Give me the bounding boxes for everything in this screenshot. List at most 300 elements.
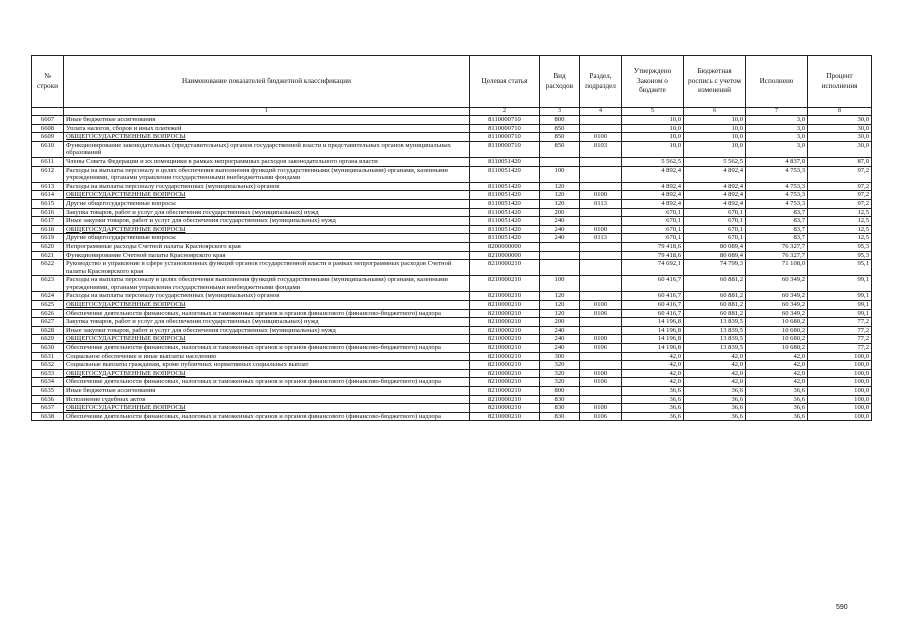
percent-cell: 100,0: [808, 387, 872, 396]
row-number-cell: 6627: [32, 318, 64, 327]
executed-amount-cell: 36,6: [746, 412, 808, 421]
expense-type-cell: [540, 157, 580, 166]
indicator-name-cell: ОБЩЕГОСУДАРСТВЕННЫЕ ВОПРОСЫ: [64, 225, 470, 234]
row-number-cell: 6620: [32, 242, 64, 251]
table-row: [32, 242, 872, 251]
target-article-cell: 8210000210: [470, 395, 540, 404]
indicator-name-cell: Закупка товаров, работ и услуг для обеспечения государственных (муниципальных) нужд: [64, 318, 470, 327]
section-cell: 0113: [580, 234, 622, 243]
expense-type-cell: 120: [540, 191, 580, 200]
header-budget: Бюджетная роспись с учетом изменений: [684, 56, 746, 108]
header-target: Целевая статья: [470, 56, 540, 108]
indicator-name-cell: Иные бюджетные ассигнования: [64, 387, 470, 396]
row-number-cell: 6617: [32, 217, 64, 226]
row-number-cell: 6621: [32, 251, 64, 260]
indicator-name-cell: Расходы на выплаты персоналу государственных (муниципальных) органов: [64, 182, 470, 191]
table-row: [32, 318, 872, 327]
budget-amount-cell: 10,0: [684, 116, 746, 125]
table-row: [32, 251, 872, 260]
executed-amount-cell: 3,0: [746, 116, 808, 125]
table-row: [32, 276, 872, 292]
indicator-name-cell: Обеспечение деятельности финансовых, налоговых и таможенных органов и органов финансового (финансово-бюджетного) надзора: [64, 309, 470, 318]
approved-amount-cell: 670,1: [622, 234, 684, 243]
indicator-name-cell: ОБЩЕГОСУДАРСТВЕННЫЕ ВОПРОСЫ: [64, 301, 470, 310]
approved-amount-cell: 79 418,6: [622, 242, 684, 251]
table-row: [32, 191, 872, 200]
executed-amount-cell: 4 837,0: [746, 157, 808, 166]
executed-amount-cell: 36,6: [746, 395, 808, 404]
approved-amount-cell: 60 416,7: [622, 276, 684, 292]
budget-amount-cell: 10,0: [684, 141, 746, 157]
percent-cell: 12,5: [808, 234, 872, 243]
table-row: [32, 217, 872, 226]
table-row: [32, 199, 872, 208]
expense-type-cell: 120: [540, 309, 580, 318]
percent-cell: 30,0: [808, 116, 872, 125]
table-row: [32, 116, 872, 125]
row-number-cell: 6625: [32, 301, 64, 310]
approved-amount-cell: 670,1: [622, 208, 684, 217]
indicator-name-cell: Расходы на выплаты персоналу в целях обеспечения выполнения функций государственными (муниципальными) органами, казенными учреждениями, органами управления государственными внебюджетными фондами: [64, 166, 470, 182]
approved-amount-cell: 60 416,7: [622, 292, 684, 301]
section-cell: 0100: [580, 225, 622, 234]
indicator-name-cell: Функционирование законодательных (представительных) органов государственной власти и представительных органов муниципальных образований: [64, 141, 470, 157]
executed-amount-cell: 83,7: [746, 217, 808, 226]
budget-amount-cell: 80 089,4: [684, 242, 746, 251]
indicator-name-cell: ОБЩЕГОСУДАРСТВЕННЫЕ ВОПРОСЫ: [64, 404, 470, 413]
budget-amount-cell: 42,0: [684, 352, 746, 361]
table-row: [32, 335, 872, 344]
target-article-cell: 8110051420: [470, 208, 540, 217]
executed-amount-cell: 42,0: [746, 361, 808, 370]
percent-cell: 30,0: [808, 133, 872, 142]
indicator-name-cell: Иные бюджетные ассигнования: [64, 116, 470, 125]
section-cell: 0113: [580, 199, 622, 208]
budget-amount-cell: 13 839,5: [684, 318, 746, 327]
percent-cell: 99,1: [808, 309, 872, 318]
executed-amount-cell: 4 753,3: [746, 199, 808, 208]
expense-type-cell: [540, 251, 580, 260]
expense-type-cell: [540, 242, 580, 251]
executed-amount-cell: 83,7: [746, 225, 808, 234]
header-row-no: № строки: [32, 56, 64, 108]
target-article-cell: 8210000210: [470, 344, 540, 353]
indicator-name-cell: Обеспечение деятельности финансовых, налоговых и таможенных органов и органов финансового (финансово-бюджетного) надзора: [64, 344, 470, 353]
budget-amount-cell: 13 839,5: [684, 344, 746, 353]
budget-amount-cell: 10,0: [684, 124, 746, 133]
budget-amount-cell: 4 892,4: [684, 199, 746, 208]
target-article-cell: 8110000710: [470, 133, 540, 142]
percent-cell: 100,0: [808, 369, 872, 378]
percent-cell: 100,0: [808, 352, 872, 361]
expense-type-cell: 120: [540, 199, 580, 208]
percent-cell: 87,0: [808, 157, 872, 166]
executed-amount-cell: 42,0: [746, 369, 808, 378]
budget-amount-cell: 80 089,4: [684, 251, 746, 260]
expense-type-cell: 320: [540, 361, 580, 370]
target-article-cell: 8110000710: [470, 116, 540, 125]
row-number-cell: 6635: [32, 387, 64, 396]
executed-amount-cell: 71 108,0: [746, 260, 808, 276]
approved-amount-cell: 42,0: [622, 369, 684, 378]
indicator-name-cell: ОБЩЕГОСУДАРСТВЕННЫЕ ВОПРОСЫ: [64, 191, 470, 200]
budget-amount-cell: 5 562,5: [684, 157, 746, 166]
target-article-cell: 8110051420: [470, 166, 540, 182]
executed-amount-cell: 36,6: [746, 387, 808, 396]
target-article-cell: 8210000210: [470, 335, 540, 344]
indicator-name-cell: Социальное обеспечение и иные выплаты населению: [64, 352, 470, 361]
percent-cell: 97,2: [808, 166, 872, 182]
expense-type-cell: 830: [540, 412, 580, 421]
percent-cell: 99,1: [808, 301, 872, 310]
row-number-cell: 6610: [32, 141, 64, 157]
section-cell: [580, 182, 622, 191]
row-number-cell: 6631: [32, 352, 64, 361]
expense-type-cell: 850: [540, 133, 580, 142]
row-number-cell: 6630: [32, 344, 64, 353]
approved-amount-cell: 10,0: [622, 141, 684, 157]
budget-amount-cell: 4 892,4: [684, 182, 746, 191]
expense-type-cell: 800: [540, 387, 580, 396]
section-cell: [580, 157, 622, 166]
indicator-name-cell: ОБЩЕГОСУДАРСТВЕННЫЕ ВОПРОСЫ: [64, 133, 470, 142]
section-cell: [580, 276, 622, 292]
table-row: [32, 133, 872, 142]
executed-amount-cell: 60 349,2: [746, 292, 808, 301]
executed-amount-cell: 4 753,3: [746, 166, 808, 182]
row-number-cell: 6614: [32, 191, 64, 200]
percent-cell: 99,1: [808, 292, 872, 301]
section-cell: 0103: [580, 141, 622, 157]
budget-amount-cell: 670,1: [684, 234, 746, 243]
table-row: [32, 182, 872, 191]
table-row: [32, 225, 872, 234]
row-number-cell: 6618: [32, 225, 64, 234]
section-cell: [580, 217, 622, 226]
target-article-cell: 8210000210: [470, 318, 540, 327]
section-cell: [580, 208, 622, 217]
expense-type-cell: 240: [540, 234, 580, 243]
indicator-name-cell: Закупка товаров, работ и услуг для обеспечения государственных (муниципальных) нужд: [64, 208, 470, 217]
executed-amount-cell: 3,0: [746, 141, 808, 157]
column-number-blank: [32, 108, 64, 116]
section-cell: [580, 326, 622, 335]
target-article-cell: 8210000210: [470, 387, 540, 396]
budget-amount-cell: 42,0: [684, 369, 746, 378]
percent-cell: 95,1: [808, 260, 872, 276]
expense-type-cell: 850: [540, 141, 580, 157]
row-number-cell: 6616: [32, 208, 64, 217]
column-number-row: [32, 108, 872, 116]
target-article-cell: 8210000210: [470, 352, 540, 361]
approved-amount-cell: 10,0: [622, 124, 684, 133]
percent-cell: 97,2: [808, 199, 872, 208]
executed-amount-cell: 4 753,3: [746, 191, 808, 200]
header-executed: Исполнено: [746, 56, 808, 108]
section-cell: [580, 395, 622, 404]
table-row: [32, 395, 872, 404]
approved-amount-cell: 670,1: [622, 225, 684, 234]
approved-amount-cell: 14 196,8: [622, 318, 684, 327]
expense-type-cell: [540, 260, 580, 276]
row-number-cell: 6633: [32, 369, 64, 378]
section-cell: [580, 242, 622, 251]
indicator-name-cell: Другие общегосударственные вопросы: [64, 199, 470, 208]
target-article-cell: 8210000210: [470, 404, 540, 413]
expense-type-cell: 800: [540, 116, 580, 125]
percent-cell: 77,2: [808, 326, 872, 335]
percent-cell: 77,2: [808, 344, 872, 353]
table-row: [32, 309, 872, 318]
indicator-name-cell: Расходы на выплаты персоналу государственных (муниципальных) органов: [64, 292, 470, 301]
approved-amount-cell: 42,0: [622, 352, 684, 361]
row-number-cell: 6622: [32, 260, 64, 276]
target-article-cell: 8210000210: [470, 412, 540, 421]
indicator-name-cell: Иные закупки товаров, работ и услуг для обеспечения государственных (муниципальных) нужд: [64, 326, 470, 335]
approved-amount-cell: 4 892,4: [622, 182, 684, 191]
approved-amount-cell: 42,0: [622, 361, 684, 370]
percent-cell: 95,3: [808, 242, 872, 251]
executed-amount-cell: 36,6: [746, 404, 808, 413]
approved-amount-cell: 79 418,6: [622, 251, 684, 260]
row-number-cell: 6624: [32, 292, 64, 301]
budget-amount-cell: 60 881,2: [684, 292, 746, 301]
executed-amount-cell: 10 680,2: [746, 326, 808, 335]
budget-amount-cell: 60 881,2: [684, 301, 746, 310]
target-article-cell: 8210000210: [470, 326, 540, 335]
section-cell: 0100: [580, 301, 622, 310]
target-article-cell: 8110000710: [470, 141, 540, 157]
expense-type-cell: 240: [540, 344, 580, 353]
percent-cell: 100,0: [808, 361, 872, 370]
percent-cell: 100,0: [808, 404, 872, 413]
table-row: [32, 378, 872, 387]
row-number-cell: 6608: [32, 124, 64, 133]
approved-amount-cell: 10,0: [622, 133, 684, 142]
row-number-cell: 6615: [32, 199, 64, 208]
approved-amount-cell: 36,6: [622, 404, 684, 413]
header-name: Наименование показателей бюджетной классификации: [64, 56, 470, 108]
row-number-cell: 6612: [32, 166, 64, 182]
indicator-name-cell: Функционирование Счетной палаты Красноярского края: [64, 251, 470, 260]
budget-amount-cell: 670,1: [684, 217, 746, 226]
table-row: [32, 404, 872, 413]
executed-amount-cell: 3,0: [746, 133, 808, 142]
budget-amount-cell: 60 881,2: [684, 309, 746, 318]
expense-type-cell: 240: [540, 335, 580, 344]
expense-type-cell: 240: [540, 326, 580, 335]
expense-type-cell: 240: [540, 225, 580, 234]
indicator-name-cell: Расходы на выплаты персоналу в целях обеспечения выполнения функций государственными (муниципальными) органами, казенными учреждениями, органами управления государственными внебюджетными фондами: [64, 276, 470, 292]
approved-amount-cell: 10,0: [622, 116, 684, 125]
section-cell: 0106: [580, 344, 622, 353]
executed-amount-cell: 42,0: [746, 352, 808, 361]
expense-type-cell: 300: [540, 352, 580, 361]
column-number: 8: [808, 108, 872, 116]
budget-amount-cell: 36,6: [684, 404, 746, 413]
target-article-cell: 8210000210: [470, 369, 540, 378]
target-article-cell: 8200000000: [470, 242, 540, 251]
percent-cell: 77,2: [808, 318, 872, 327]
executed-amount-cell: 83,7: [746, 234, 808, 243]
expense-type-cell: 100: [540, 276, 580, 292]
section-cell: 0106: [580, 412, 622, 421]
row-number-cell: 6607: [32, 116, 64, 125]
budget-amount-cell: 13 839,5: [684, 335, 746, 344]
indicator-name-cell: Исполнение судебных актов: [64, 395, 470, 404]
section-cell: [580, 251, 622, 260]
section-cell: [580, 352, 622, 361]
executed-amount-cell: 3,0: [746, 124, 808, 133]
percent-cell: 97,2: [808, 191, 872, 200]
indicator-name-cell: Уплата налогов, сборов и иных платежей: [64, 124, 470, 133]
section-cell: 0100: [580, 133, 622, 142]
executed-amount-cell: 60 349,2: [746, 276, 808, 292]
header-row: [32, 56, 872, 108]
table-row: [32, 157, 872, 166]
approved-amount-cell: 36,6: [622, 412, 684, 421]
table-row: [32, 124, 872, 133]
approved-amount-cell: 74 692,1: [622, 260, 684, 276]
percent-cell: 12,5: [808, 225, 872, 234]
row-number-cell: 6628: [32, 326, 64, 335]
percent-cell: 100,0: [808, 412, 872, 421]
budget-amount-cell: 13 839,5: [684, 326, 746, 335]
expense-type-cell: 850: [540, 124, 580, 133]
row-number-cell: 6609: [32, 133, 64, 142]
table-row: [32, 387, 872, 396]
section-cell: 0106: [580, 309, 622, 318]
table-row: [32, 326, 872, 335]
budget-table-sheet: [31, 55, 871, 421]
approved-amount-cell: 14 196,8: [622, 344, 684, 353]
header-section: Раздел, подраздел: [580, 56, 622, 108]
page-number: 590: [836, 604, 848, 611]
indicator-name-cell: ОБЩЕГОСУДАРСТВЕННЫЕ ВОПРОСЫ: [64, 335, 470, 344]
indicator-name-cell: Непрограммные расходы Счетной палаты Красноярского края: [64, 242, 470, 251]
section-cell: [580, 292, 622, 301]
expense-type-cell: 240: [540, 217, 580, 226]
percent-cell: 12,5: [808, 208, 872, 217]
approved-amount-cell: 670,1: [622, 217, 684, 226]
section-cell: [580, 361, 622, 370]
row-number-cell: 6632: [32, 361, 64, 370]
indicator-name-cell: Члены Совета Федерации и их помощники в рамках непрограммных расходов законодательного органа власти: [64, 157, 470, 166]
table-row: [32, 234, 872, 243]
table-row: [32, 369, 872, 378]
approved-amount-cell: 4 892,4: [622, 191, 684, 200]
indicator-name-cell: Иные закупки товаров, работ и услуг для обеспечения государственных (муниципальных) нужд: [64, 217, 470, 226]
table-row: [32, 344, 872, 353]
budget-amount-cell: 36,6: [684, 387, 746, 396]
executed-amount-cell: 83,7: [746, 208, 808, 217]
executed-amount-cell: 4 753,3: [746, 182, 808, 191]
column-number: 2: [470, 108, 540, 116]
approved-amount-cell: 4 892,4: [622, 199, 684, 208]
expense-type-cell: 120: [540, 301, 580, 310]
column-number: 6: [684, 108, 746, 116]
target-article-cell: 8110051420: [470, 234, 540, 243]
target-article-cell: 8210000210: [470, 276, 540, 292]
column-number: 1: [64, 108, 470, 116]
budget-amount-cell: 4 892,4: [684, 166, 746, 182]
target-article-cell: 8110051420: [470, 157, 540, 166]
budget-amount-cell: 42,0: [684, 378, 746, 387]
row-number-cell: 6636: [32, 395, 64, 404]
target-article-cell: 8110000710: [470, 124, 540, 133]
executed-amount-cell: 60 349,2: [746, 301, 808, 310]
row-number-cell: 6634: [32, 378, 64, 387]
percent-cell: 99,1: [808, 276, 872, 292]
budget-amount-cell: 670,1: [684, 225, 746, 234]
row-number-cell: 6619: [32, 234, 64, 243]
row-number-cell: 6626: [32, 309, 64, 318]
header-approved: Утверждено Законом о бюджете: [622, 56, 684, 108]
header-type: Вид расходов: [540, 56, 580, 108]
target-article-cell: 8210000000: [470, 251, 540, 260]
target-article-cell: 8110051420: [470, 199, 540, 208]
section-cell: 0100: [580, 191, 622, 200]
table-row: [32, 352, 872, 361]
executed-amount-cell: 76 327,7: [746, 251, 808, 260]
approved-amount-cell: 14 196,8: [622, 326, 684, 335]
percent-cell: 97,2: [808, 182, 872, 191]
approved-amount-cell: 36,6: [622, 395, 684, 404]
section-cell: 0100: [580, 369, 622, 378]
section-cell: 0100: [580, 335, 622, 344]
column-number: 3: [540, 108, 580, 116]
section-cell: [580, 260, 622, 276]
executed-amount-cell: 60 349,2: [746, 309, 808, 318]
executed-amount-cell: 76 327,7: [746, 242, 808, 251]
table-row: [32, 166, 872, 182]
row-number-cell: 6613: [32, 182, 64, 191]
table-row: [32, 301, 872, 310]
budget-execution-table: [31, 55, 872, 421]
budget-amount-cell: 42,0: [684, 361, 746, 370]
percent-cell: 12,5: [808, 217, 872, 226]
column-number: 4: [580, 108, 622, 116]
executed-amount-cell: 10 680,2: [746, 335, 808, 344]
percent-cell: 30,0: [808, 124, 872, 133]
section-cell: [580, 387, 622, 396]
table-row: [32, 361, 872, 370]
section-cell: [580, 124, 622, 133]
column-number: 5: [622, 108, 684, 116]
approved-amount-cell: 36,6: [622, 387, 684, 396]
target-article-cell: 8110051420: [470, 182, 540, 191]
table-row: [32, 412, 872, 421]
target-article-cell: 8110051420: [470, 225, 540, 234]
approved-amount-cell: 60 416,7: [622, 301, 684, 310]
section-cell: [580, 116, 622, 125]
table-row: [32, 208, 872, 217]
row-number-cell: 6623: [32, 276, 64, 292]
budget-amount-cell: 670,1: [684, 208, 746, 217]
expense-type-cell: 830: [540, 395, 580, 404]
budget-amount-cell: 4 892,4: [684, 191, 746, 200]
indicator-name-cell: Социальные выплаты гражданам, кроме публичных нормативных социальных выплат: [64, 361, 470, 370]
table-row: [32, 292, 872, 301]
indicator-name-cell: ОБЩЕГОСУДАРСТВЕННЫЕ ВОПРОСЫ: [64, 369, 470, 378]
budget-amount-cell: 74 799,3: [684, 260, 746, 276]
approved-amount-cell: 60 416,7: [622, 309, 684, 318]
expense-type-cell: 200: [540, 318, 580, 327]
expense-type-cell: 200: [540, 208, 580, 217]
row-number-cell: 6637: [32, 404, 64, 413]
budget-amount-cell: 10,0: [684, 133, 746, 142]
expense-type-cell: 120: [540, 292, 580, 301]
